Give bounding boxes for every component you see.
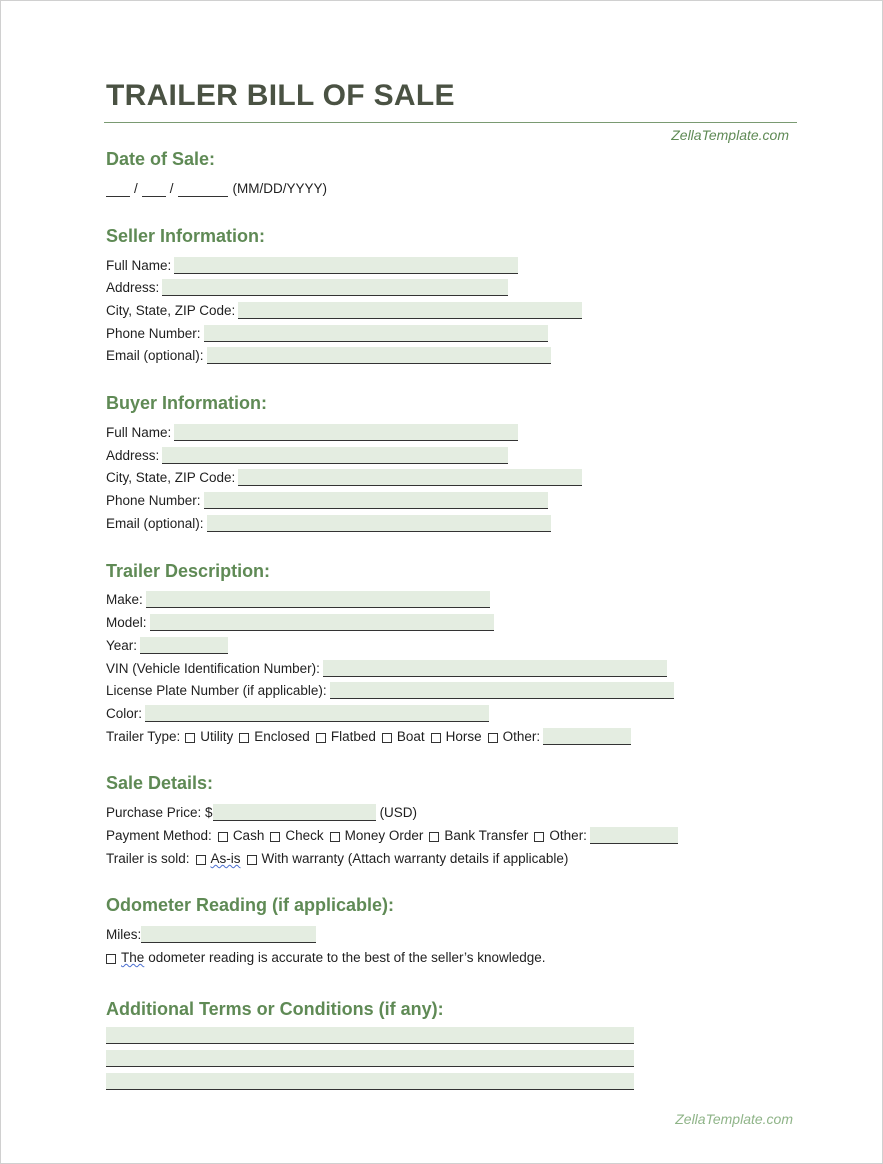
date-of-sale-row	[106, 177, 327, 197]
seller-full-name-label: Full Name:	[106, 258, 172, 273]
seller-address-field[interactable]	[162, 279, 508, 296]
purchase-price-row	[106, 801, 417, 821]
trailer-vin-label: VIN (Vehicle Identification Number):	[106, 661, 320, 676]
sold-condition-label: Trailer is sold:	[106, 851, 190, 866]
trailer-plate-field[interactable]	[330, 682, 674, 699]
sale-details-heading: Sale Details:	[106, 773, 214, 793]
other-payment-checkbox[interactable]	[534, 832, 544, 842]
year-blank[interactable]	[178, 182, 228, 197]
title-divider	[104, 122, 797, 123]
trailer-model-row	[106, 611, 494, 631]
buyer-phone-row	[106, 489, 548, 509]
buyer-information-heading: Buyer Information:	[106, 393, 268, 413]
boat-option-label: Boat	[396, 729, 425, 744]
odometer-statement-row	[106, 946, 546, 966]
check-option-label: Check	[285, 828, 324, 843]
seller-address-row	[106, 276, 508, 296]
buyer-full-name-row	[106, 421, 518, 441]
seller-city-state-zip-row	[106, 299, 582, 319]
odometer-statement-text: odometer reading is accurate to the best of the seller’s knowledge.	[148, 950, 546, 965]
trailer-make-label: Make:	[106, 592, 143, 607]
trailer-year-row	[106, 634, 228, 654]
payment-method-row	[106, 824, 678, 844]
seller-phone-field[interactable]	[204, 325, 548, 342]
other-type-checkbox[interactable]	[488, 733, 498, 743]
trailer-plate-row	[106, 679, 674, 699]
bank-transfer-option-label: Bank Transfer	[444, 828, 529, 843]
terms-line-3[interactable]	[106, 1073, 634, 1090]
seller-email-label: Email (optional):	[106, 348, 204, 363]
purchase-price-unit: (USD)	[379, 805, 418, 820]
miles-row	[106, 923, 316, 943]
buyer-address-row	[106, 444, 508, 464]
trailer-color-label: Color:	[106, 706, 143, 721]
document-title: TRAILER BILL OF SALE	[106, 79, 455, 112]
enclosed-option-label: Enclosed	[254, 729, 310, 744]
utility-checkbox[interactable]	[185, 733, 195, 743]
bank-transfer-checkbox[interactable]	[429, 832, 439, 842]
buyer-email-field[interactable]	[207, 515, 551, 532]
seller-city-state-zip-field[interactable]	[238, 302, 582, 319]
odometer-statement-first-word: The	[121, 950, 145, 965]
trailer-model-field[interactable]	[150, 614, 494, 631]
brand-watermark-top: ZellaTemplate.com	[671, 127, 789, 143]
buyer-address-label: Address:	[106, 448, 160, 463]
utility-option-label: Utility	[200, 729, 234, 744]
boat-checkbox[interactable]	[382, 733, 392, 743]
seller-city-state-zip-label: City, State, ZIP Code:	[106, 303, 236, 318]
other-type-field[interactable]	[543, 728, 631, 745]
buyer-email-label: Email (optional):	[106, 516, 204, 531]
buyer-phone-field[interactable]	[204, 492, 548, 509]
money-order-option-label: Money Order	[344, 828, 424, 843]
terms-line-2[interactable]	[106, 1050, 634, 1067]
seller-phone-label: Phone Number:	[106, 326, 201, 341]
seller-full-name-row	[106, 254, 518, 274]
purchase-price-field[interactable]	[213, 804, 376, 821]
additional-terms-heading: Additional Terms or Conditions (if any):	[106, 999, 444, 1019]
seller-email-row	[106, 344, 551, 364]
cash-checkbox[interactable]	[218, 832, 228, 842]
trailer-plate-label: License Plate Number (if applicable):	[106, 683, 327, 698]
odometer-heading: Odometer Reading (if applicable):	[106, 895, 395, 915]
other-payment-field[interactable]	[590, 827, 678, 844]
seller-full-name-field[interactable]	[174, 257, 518, 274]
enclosed-checkbox[interactable]	[239, 733, 249, 743]
buyer-city-state-zip-field[interactable]	[238, 469, 582, 486]
trailer-make-row	[106, 588, 490, 608]
trailer-vin-field[interactable]	[323, 660, 667, 677]
buyer-city-state-zip-label: City, State, ZIP Code:	[106, 470, 236, 485]
buyer-email-row	[106, 512, 551, 532]
trailer-type-label: Trailer Type:	[106, 729, 181, 744]
trailer-color-row	[106, 702, 489, 722]
trailer-description-heading: Trailer Description:	[106, 561, 271, 581]
date-separator: /	[169, 181, 174, 196]
trailer-model-label: Model:	[106, 615, 147, 630]
date-of-sale-heading: Date of Sale:	[106, 149, 216, 169]
money-order-checkbox[interactable]	[330, 832, 340, 842]
trailer-vin-row	[106, 657, 667, 677]
miles-label: Miles:	[106, 927, 142, 942]
buyer-phone-label: Phone Number:	[106, 493, 201, 508]
check-checkbox[interactable]	[270, 832, 280, 842]
day-blank[interactable]	[142, 182, 166, 197]
trailer-type-row	[106, 725, 631, 745]
trailer-year-label: Year:	[106, 638, 138, 653]
seller-email-field[interactable]	[207, 347, 551, 364]
trailer-make-field[interactable]	[146, 591, 490, 608]
month-blank[interactable]	[106, 182, 130, 197]
flatbed-option-label: Flatbed	[330, 729, 376, 744]
other-payment-option-label: Other:	[549, 828, 587, 843]
other-type-option-label: Other:	[502, 729, 541, 744]
with-warranty-option-label: With warranty (Attach warranty details if applicable)	[261, 851, 569, 866]
buyer-full-name-field[interactable]	[174, 424, 518, 441]
as-is-checkbox[interactable]	[196, 855, 206, 865]
seller-phone-row	[106, 322, 548, 342]
purchase-price-label: Purchase Price: $	[106, 805, 213, 820]
seller-information-heading: Seller Information:	[106, 226, 266, 246]
buyer-city-state-zip-row	[106, 466, 582, 486]
miles-field[interactable]	[141, 926, 316, 943]
sold-condition-row	[106, 847, 568, 867]
seller-address-label: Address:	[106, 280, 160, 295]
buyer-address-field[interactable]	[162, 447, 508, 464]
date-separator: /	[134, 181, 138, 196]
odometer-accurate-checkbox[interactable]	[106, 954, 116, 964]
horse-option-label: Horse	[445, 729, 482, 744]
horse-checkbox[interactable]	[431, 733, 441, 743]
with-warranty-checkbox[interactable]	[247, 855, 257, 865]
terms-line-1[interactable]	[106, 1027, 634, 1044]
payment-method-label: Payment Method:	[106, 828, 212, 843]
buyer-full-name-label: Full Name:	[106, 425, 172, 440]
flatbed-checkbox[interactable]	[316, 733, 326, 743]
trailer-year-field[interactable]	[140, 637, 228, 654]
brand-watermark-bottom: ZellaTemplate.com	[675, 1111, 793, 1127]
cash-option-label: Cash	[232, 828, 265, 843]
as-is-option-label: As-is	[210, 851, 241, 866]
trailer-color-field[interactable]	[145, 705, 489, 722]
date-format-hint: (MM/DD/YYYY)	[232, 181, 328, 196]
